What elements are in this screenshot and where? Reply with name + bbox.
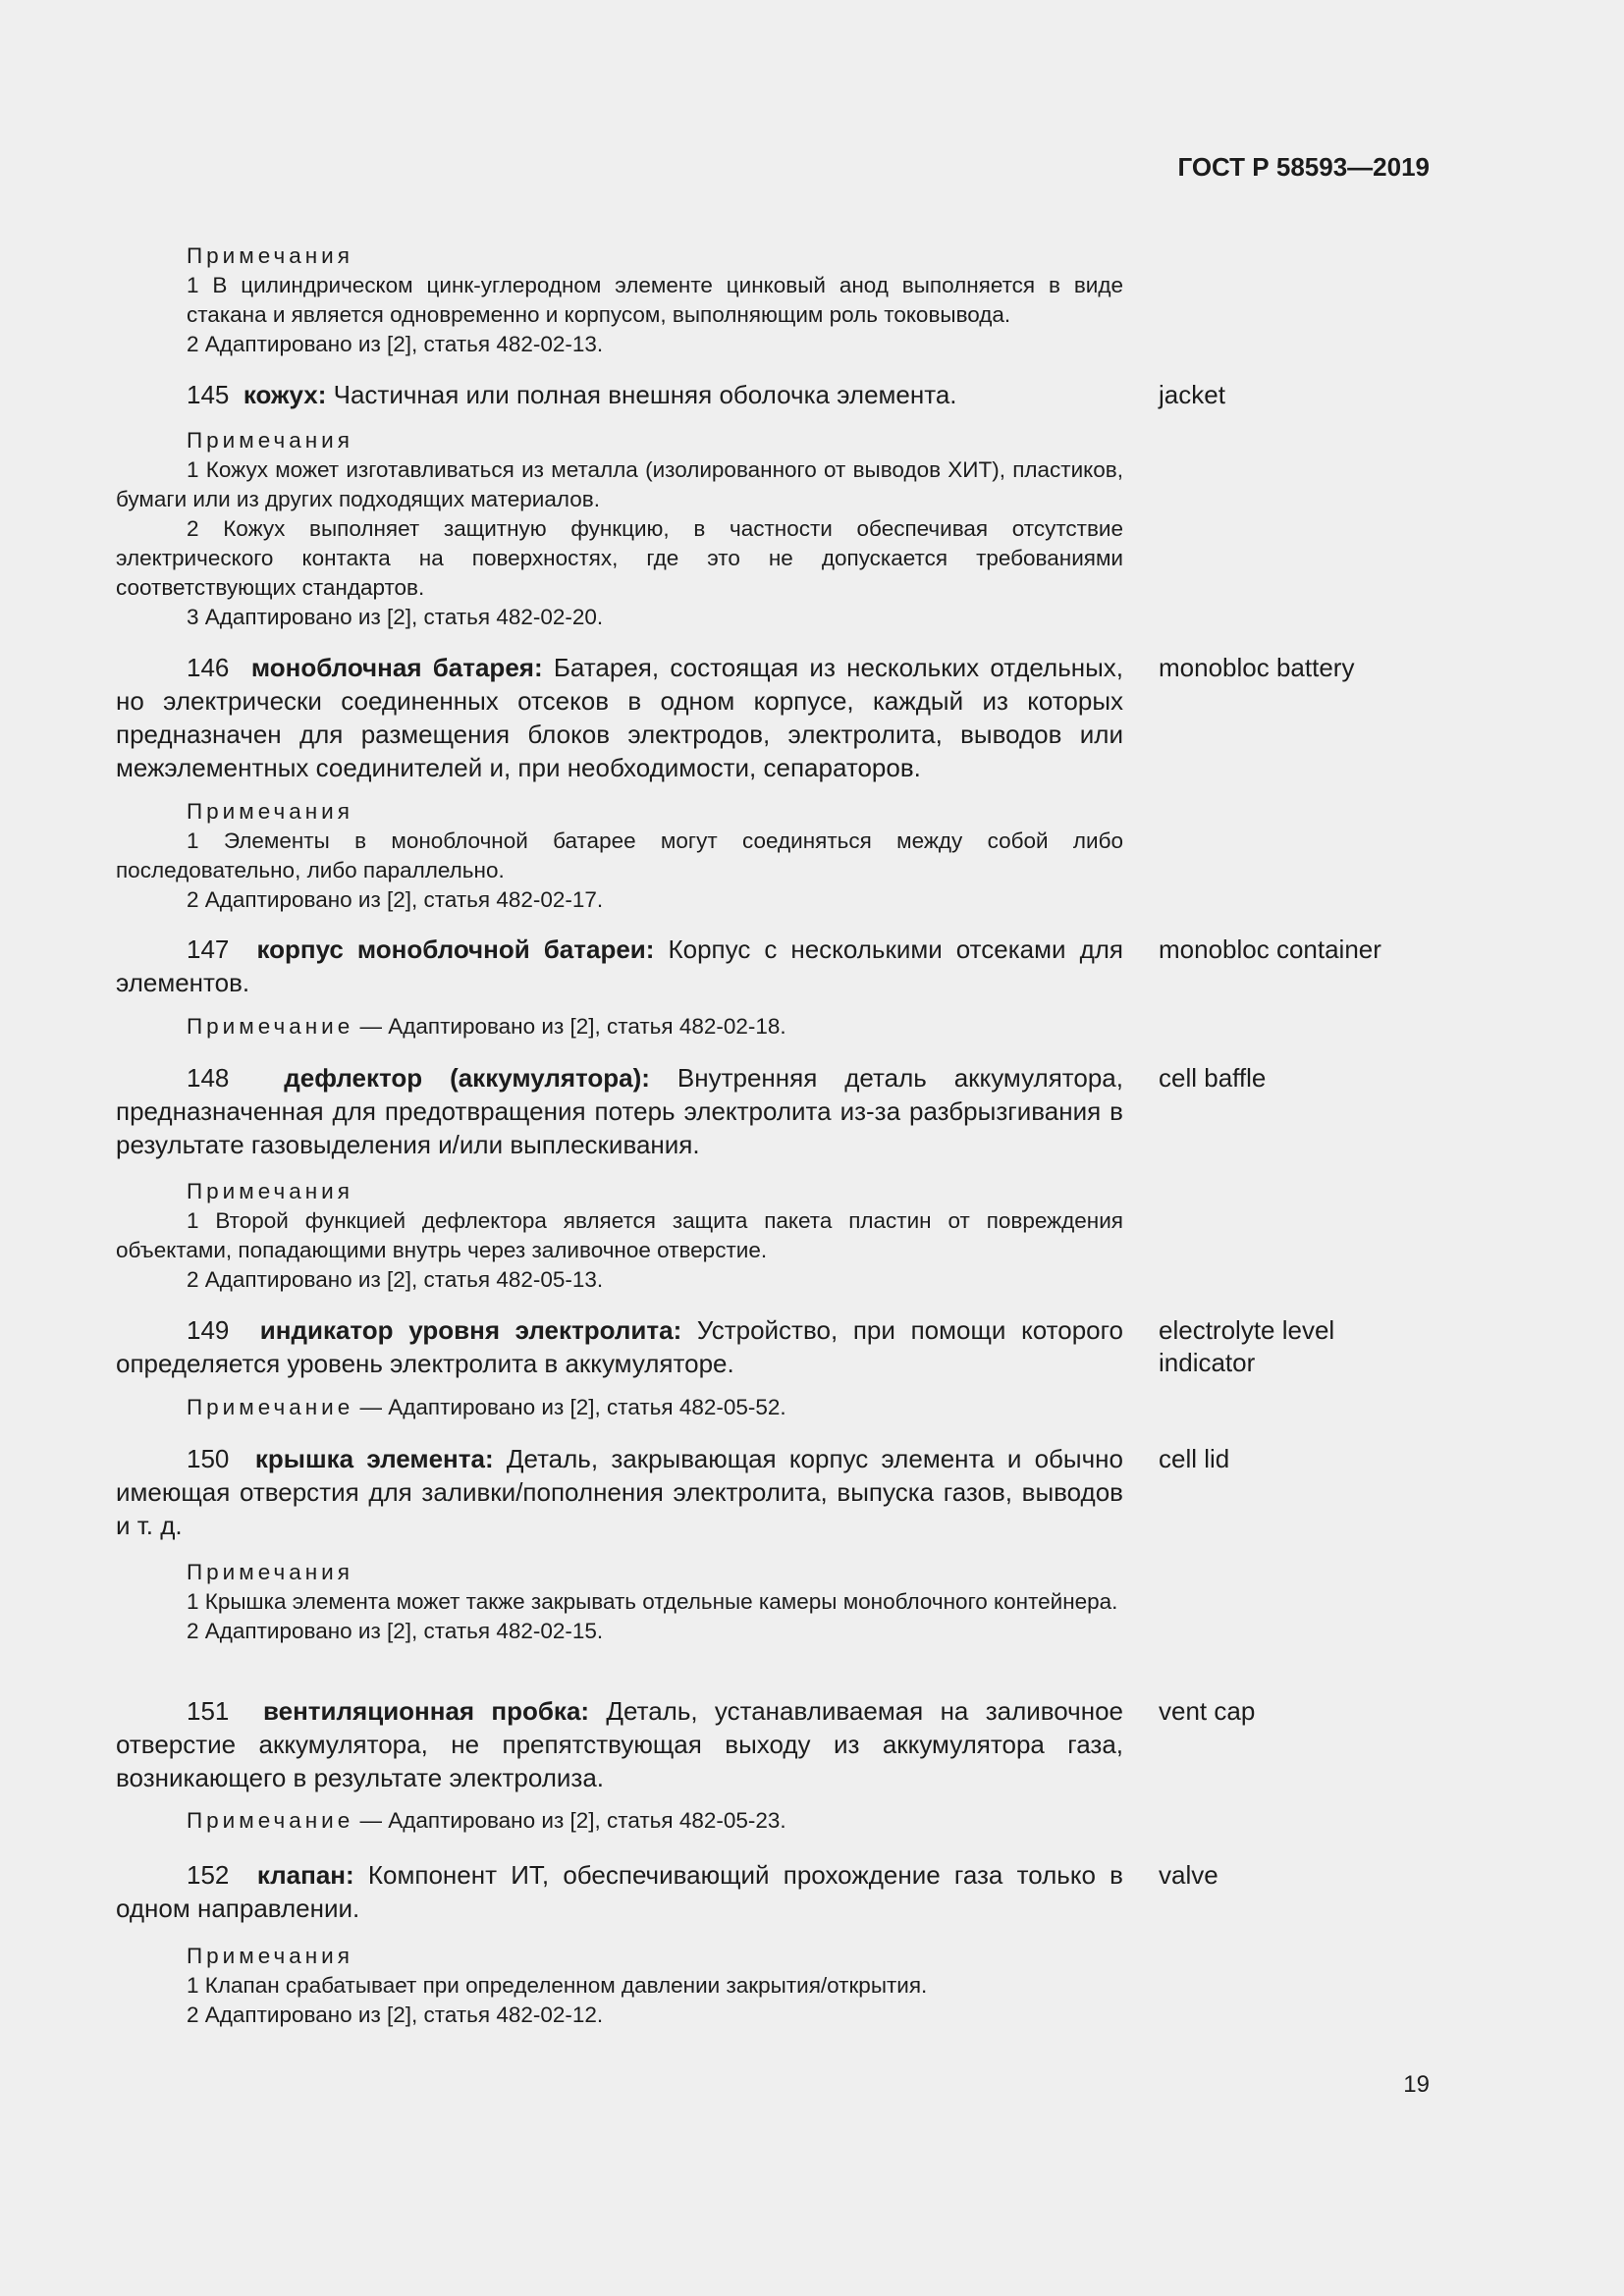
note-text: — Адаптировано из [2], статья 482-05-52. <box>353 1395 786 1419</box>
notes-block-145 <box>116 426 1123 632</box>
note-text: — Адаптировано из [2], статья 482-02-18. <box>353 1014 786 1039</box>
note-item: 2 Адаптировано из [2], статья 482-02-12. <box>187 2002 604 2027</box>
page-number: 19 <box>1403 2071 1430 2098</box>
notes-block-150 <box>116 1558 1123 1646</box>
term-definition: Компонент ИТ, обеспечивающий прохождение газа только в одном направлении. <box>116 1860 1123 1923</box>
notes-title: Примечания <box>187 1560 353 1584</box>
term-name: дефлектор (аккумулятора): <box>284 1063 650 1093</box>
term-english-line: electrolyte level <box>1159 1315 1335 1345</box>
note-label: Примечание <box>187 1808 354 1833</box>
page-header: ГОСТ Р 58593—2019 <box>1177 152 1430 182</box>
term-definition: Деталь, устанавливаемая на заливочное отверстие аккумулятора, не препятствующая выходу из аккумулятора газа, возникающего в результате электролиза. <box>116 1696 1123 1792</box>
term-definition: Батарея, состоящая из нескольких отдельных, но электрически соединенных отсеков в одном корпусе, каждый из которых предназначен для размещения блоков электродов, электролита, выводов или межэлементных соединителей и, при необходимости, сепараторов. <box>116 653 1124 782</box>
note-item: 1 В цилиндрическом цинк-углеродном элементе цинковый анод выполняется в виде стакана и является одновременно и корпусом, выполняющим роль токовывода. <box>187 273 1123 327</box>
term-number: 149 <box>187 1315 230 1345</box>
term-entry-148 <box>116 1061 1123 1161</box>
term-entry-152 <box>116 1858 1123 1925</box>
note-item: 1 Клапан срабатывает при определенном давлении закрытия/открытия. <box>187 1973 928 1998</box>
note-label: Примечание <box>187 1014 354 1039</box>
term-number: 151 <box>187 1696 230 1726</box>
term-number: 148 <box>187 1063 230 1093</box>
note-item: 2 Кожух выполняет защитную функцию, в частности обеспечивая отсутствие электрического контакта на поверхностях, где это не допускается требованиями соответствующих стандартов. <box>116 516 1123 600</box>
notes-block-147 <box>116 1012 1123 1041</box>
note-item: 1 Кожух может изготавливаться из металла (изолированного от выводов ХИТ), пластиков, бумаги или из других подходящих материалов. <box>116 457 1123 511</box>
note-label: Примечание <box>187 1395 354 1419</box>
term-definition: Частичная или полная внешняя оболочка элемента. <box>333 380 957 409</box>
term-english-152: valve <box>1159 1860 1218 1890</box>
term-english-146: monobloc battery <box>1159 653 1355 682</box>
notes-block-151 <box>116 1806 1123 1836</box>
term-english-151: vent cap <box>1159 1696 1256 1726</box>
term-entry-149 <box>116 1313 1123 1380</box>
term-number: 150 <box>187 1444 230 1473</box>
term-name: корпус моноблочной батареи: <box>256 934 655 964</box>
term-name: моноблочная батарея: <box>250 653 543 682</box>
notes-title: Примечания <box>187 428 353 453</box>
term-number: 146 <box>187 653 230 682</box>
note-item: 1 Элементы в моноблочной батарее могут соединяться между собой либо последовательно, либо параллельно. <box>116 828 1123 882</box>
notes-block-148 <box>116 1177 1123 1295</box>
term-entry-145 <box>116 378 1123 411</box>
term-english-line: indicator <box>1159 1348 1256 1377</box>
term-definition: Внутренняя деталь аккумулятора, предназначенная для предотвращения потерь электролита из-за разбрызгивания в результате газовыделения и/или выплескивания. <box>116 1063 1123 1159</box>
term-number: 145 <box>187 380 230 409</box>
note-item: 3 Адаптировано из [2], статья 482-02-20. <box>187 605 604 629</box>
notes-block-149 <box>116 1393 1123 1422</box>
term-english-147: monobloc container <box>1159 934 1381 964</box>
note-item: 2 Адаптировано из [2], статья 482-02-13. <box>187 332 604 356</box>
note-item: 2 Адаптировано из [2], статья 482-02-17. <box>187 887 604 912</box>
term-name: клапан: <box>256 1860 354 1890</box>
term-entry-147 <box>116 933 1123 999</box>
note-item: 1 Второй функцией дефлектора является защита пакета пластин от повреждения объектами, попадающими внутрь через заливочное отверстие. <box>116 1208 1123 1262</box>
notes-block-top <box>116 241 1123 359</box>
term-number: 152 <box>187 1860 230 1890</box>
note-text: — Адаптировано из [2], статья 482-05-23. <box>353 1808 786 1833</box>
notes-title: Примечания <box>187 243 353 268</box>
note-item: 2 Адаптировано из [2], статья 482-02-15. <box>187 1619 604 1643</box>
term-entry-146 <box>116 651 1123 784</box>
notes-block-152 <box>116 1942 1123 2030</box>
term-name: крышка элемента: <box>254 1444 494 1473</box>
notes-block-146 <box>116 797 1123 915</box>
term-number: 147 <box>187 934 230 964</box>
term-english-150: cell lid <box>1159 1444 1230 1473</box>
note-item: 1 Крышка элемента может также закрывать отдельные камеры моноблочного контейнера. <box>187 1589 1118 1614</box>
term-english-148: cell baffle <box>1159 1063 1267 1093</box>
term-english-149 <box>1159 1314 1453 1379</box>
note-item: 2 Адаптировано из [2], статья 482-05-13. <box>187 1267 604 1292</box>
term-english-145: jacket <box>1159 380 1225 409</box>
term-definition: Корпус с несколькими отсеками для элементов. <box>116 934 1123 997</box>
term-name: индикатор уровня электролита: <box>259 1315 682 1345</box>
notes-title: Примечания <box>187 799 353 824</box>
term-name: вентиляционная пробка: <box>263 1696 590 1726</box>
notes-title: Примечания <box>187 1179 353 1203</box>
term-name: кожух: <box>243 380 327 409</box>
term-definition: Устройство, при помощи которого определяется уровень электролита в аккумуляторе. <box>116 1315 1123 1378</box>
term-entry-151 <box>116 1694 1123 1794</box>
term-entry-150 <box>116 1442 1123 1542</box>
term-definition: Деталь, закрывающая корпус элемента и обычно имеющая отверстия для заливки/пополнения электролита, выпуска газов, выводов и т. д. <box>116 1444 1123 1540</box>
notes-title: Примечания <box>187 1944 353 1968</box>
